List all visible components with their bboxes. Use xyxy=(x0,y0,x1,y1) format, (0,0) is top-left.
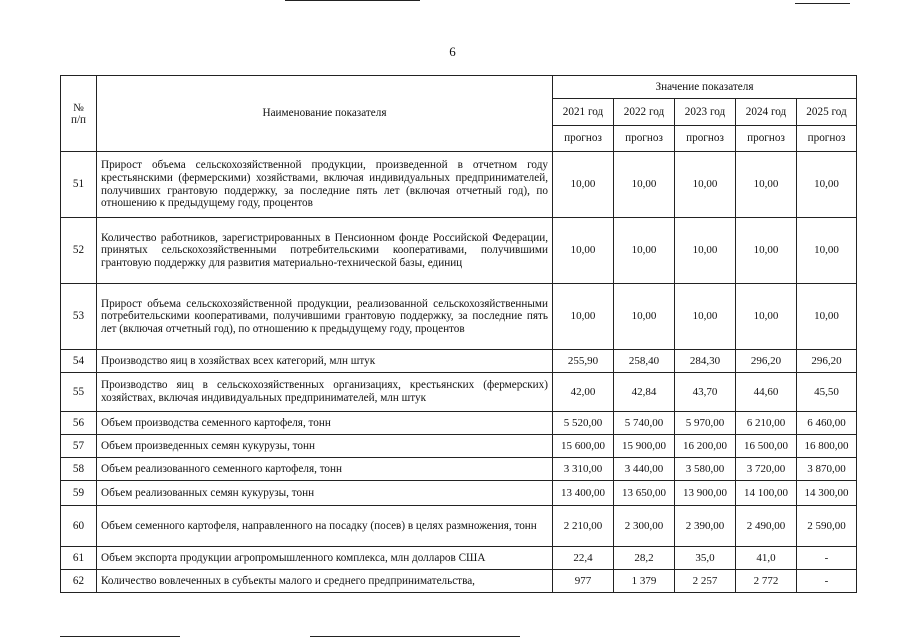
value-cell: 10,00 xyxy=(797,218,857,284)
value-cell: 10,00 xyxy=(675,152,736,218)
value-cell: 42,84 xyxy=(614,373,675,412)
value-cell: 5 520,00 xyxy=(553,412,614,435)
row-number: 57 xyxy=(61,435,97,458)
value-cell: 6 460,00 xyxy=(797,412,857,435)
indicator-name: Объем произведенных семян кукурузы, тонн xyxy=(97,435,553,458)
value-cell: 10,00 xyxy=(553,152,614,218)
value-cell: 35,0 xyxy=(675,547,736,570)
row-number: 60 xyxy=(61,506,97,547)
value-cell: 10,00 xyxy=(736,152,797,218)
header-year: 2021 год xyxy=(553,99,614,126)
value-cell: 15 600,00 xyxy=(553,435,614,458)
indicator-name: Объем экспорта продукции агропромышленного комплекса, млн долларов США xyxy=(97,547,553,570)
header-status: прогноз xyxy=(797,126,857,152)
indicator-name: Количество работников, зарегистрированных в Пенсионном фонде Российской Федерации, принятых сельскохозяйственными потребительскими кооперативами, получившими грантовую поддержку для развития материально-технической базы, единиц xyxy=(97,218,553,284)
value-cell: 16 200,00 xyxy=(675,435,736,458)
value-cell: - xyxy=(797,547,857,570)
header-year: 2022 год xyxy=(614,99,675,126)
value-cell: 16 800,00 xyxy=(797,435,857,458)
page-number: 6 xyxy=(449,44,456,59)
scan-artifact-top-right xyxy=(795,3,850,4)
value-cell: 10,00 xyxy=(614,284,675,350)
value-cell: 3 720,00 xyxy=(736,458,797,481)
value-cell: 10,00 xyxy=(675,284,736,350)
row-number: 53 xyxy=(61,284,97,350)
table-row xyxy=(61,412,857,435)
value-cell: 284,30 xyxy=(675,350,736,373)
header-num: № п/п xyxy=(61,76,97,152)
value-cell: 2 210,00 xyxy=(553,506,614,547)
header-year: 2024 год xyxy=(736,99,797,126)
value-cell: 2 490,00 xyxy=(736,506,797,547)
table-row xyxy=(61,547,857,570)
value-cell: 3 870,00 xyxy=(797,458,857,481)
value-cell: 3 440,00 xyxy=(614,458,675,481)
table-row xyxy=(61,458,857,481)
indicator-name: Объем семенного картофеля, направленного на посадку (посев) в целях размножения, тонн xyxy=(97,506,553,547)
value-cell: 296,20 xyxy=(736,350,797,373)
table-row xyxy=(61,570,857,593)
value-cell: 6 210,00 xyxy=(736,412,797,435)
indicator-name: Объем реализованного семенного картофеля, тонн xyxy=(97,458,553,481)
value-cell: 13 900,00 xyxy=(675,481,736,506)
value-cell: 44,60 xyxy=(736,373,797,412)
value-cell: 15 900,00 xyxy=(614,435,675,458)
header-status: прогноз xyxy=(736,126,797,152)
value-cell: 5 740,00 xyxy=(614,412,675,435)
indicator-name: Объем производства семенного картофеля, тонн xyxy=(97,412,553,435)
value-cell: 10,00 xyxy=(553,284,614,350)
header-status: прогноз xyxy=(675,126,736,152)
row-number: 55 xyxy=(61,373,97,412)
value-cell: 28,2 xyxy=(614,547,675,570)
value-cell: 16 500,00 xyxy=(736,435,797,458)
value-cell: 10,00 xyxy=(797,152,857,218)
value-cell: 13 400,00 xyxy=(553,481,614,506)
value-cell: 45,50 xyxy=(797,373,857,412)
value-cell: 296,20 xyxy=(797,350,857,373)
value-cell: 3 310,00 xyxy=(553,458,614,481)
value-cell: 10,00 xyxy=(675,218,736,284)
value-cell: 2 772 xyxy=(736,570,797,593)
value-cell: 10,00 xyxy=(614,218,675,284)
row-number: 56 xyxy=(61,412,97,435)
scan-artifact-bottom-right xyxy=(310,636,520,637)
indicator-name: Количество вовлеченных в субъекты малого и среднего предпринимательства, xyxy=(97,570,553,593)
header-status: прогноз xyxy=(553,126,614,152)
value-cell: 10,00 xyxy=(736,284,797,350)
value-cell: 22,4 xyxy=(553,547,614,570)
table-row xyxy=(61,435,857,458)
indicator-name: Прирост объема сельскохозяйственной продукции, произведенной в отчетном году крестьянскими (фермерскими) хозяйствами, включая индивидуальных предпринимателей, получивших грантовую поддержку, за последние пять лет (включая отчетный год), по отношению к предыдущему году, процентов xyxy=(97,152,553,218)
value-cell: 14 100,00 xyxy=(736,481,797,506)
header-status: прогноз xyxy=(614,126,675,152)
value-cell: 42,00 xyxy=(553,373,614,412)
value-cell: 10,00 xyxy=(553,218,614,284)
value-cell: 2 300,00 xyxy=(614,506,675,547)
value-cell: 14 300,00 xyxy=(797,481,857,506)
value-cell: 43,70 xyxy=(675,373,736,412)
table-row xyxy=(61,152,857,218)
indicator-name: Производство яиц в сельскохозяйственных организациях, крестьянских (фермерских) хозяйствах, включая индивидуальных предпринимателей, млн штук xyxy=(97,373,553,412)
value-cell: 10,00 xyxy=(797,284,857,350)
indicator-name: Прирост объема сельскохозяйственной продукции, реализованной сельскохозяйственными потребительскими кооперативами, получившими грантовую поддержку, за последние пять лет (включая отчетный год), по отношению к предыдущему году, процентов xyxy=(97,284,553,350)
value-cell: 41,0 xyxy=(736,547,797,570)
value-cell: - xyxy=(797,570,857,593)
value-cell: 10,00 xyxy=(736,218,797,284)
value-cell: 5 970,00 xyxy=(675,412,736,435)
value-cell: 10,00 xyxy=(614,152,675,218)
value-cell: 2 590,00 xyxy=(797,506,857,547)
header-value-group: Значение показателя xyxy=(553,76,857,99)
header-name: Наименование показателя xyxy=(97,76,553,152)
row-number: 58 xyxy=(61,458,97,481)
value-cell: 2 390,00 xyxy=(675,506,736,547)
table-row xyxy=(61,481,857,506)
indicator-name: Производство яиц в хозяйствах всех категорий, млн штук xyxy=(97,350,553,373)
row-number: 51 xyxy=(61,152,97,218)
row-number: 52 xyxy=(61,218,97,284)
indicator-name: Объем реализованных семян кукурузы, тонн xyxy=(97,481,553,506)
table-row xyxy=(61,350,857,373)
scan-artifact-bottom-left xyxy=(60,636,180,637)
table-row xyxy=(61,373,857,412)
row-number: 54 xyxy=(61,350,97,373)
scan-artifact-top xyxy=(285,0,420,1)
table-row xyxy=(61,284,857,350)
value-cell: 2 257 xyxy=(675,570,736,593)
row-number: 59 xyxy=(61,481,97,506)
value-cell: 13 650,00 xyxy=(614,481,675,506)
value-cell: 3 580,00 xyxy=(675,458,736,481)
row-number: 61 xyxy=(61,547,97,570)
value-cell: 1 379 xyxy=(614,570,675,593)
header-year: 2025 год xyxy=(797,99,857,126)
indicator-table xyxy=(60,75,857,593)
value-cell: 977 xyxy=(553,570,614,593)
value-cell: 258,40 xyxy=(614,350,675,373)
value-cell: 255,90 xyxy=(553,350,614,373)
row-number: 62 xyxy=(61,570,97,593)
header-year: 2023 год xyxy=(675,99,736,126)
table-row xyxy=(61,506,857,547)
table-row xyxy=(61,218,857,284)
